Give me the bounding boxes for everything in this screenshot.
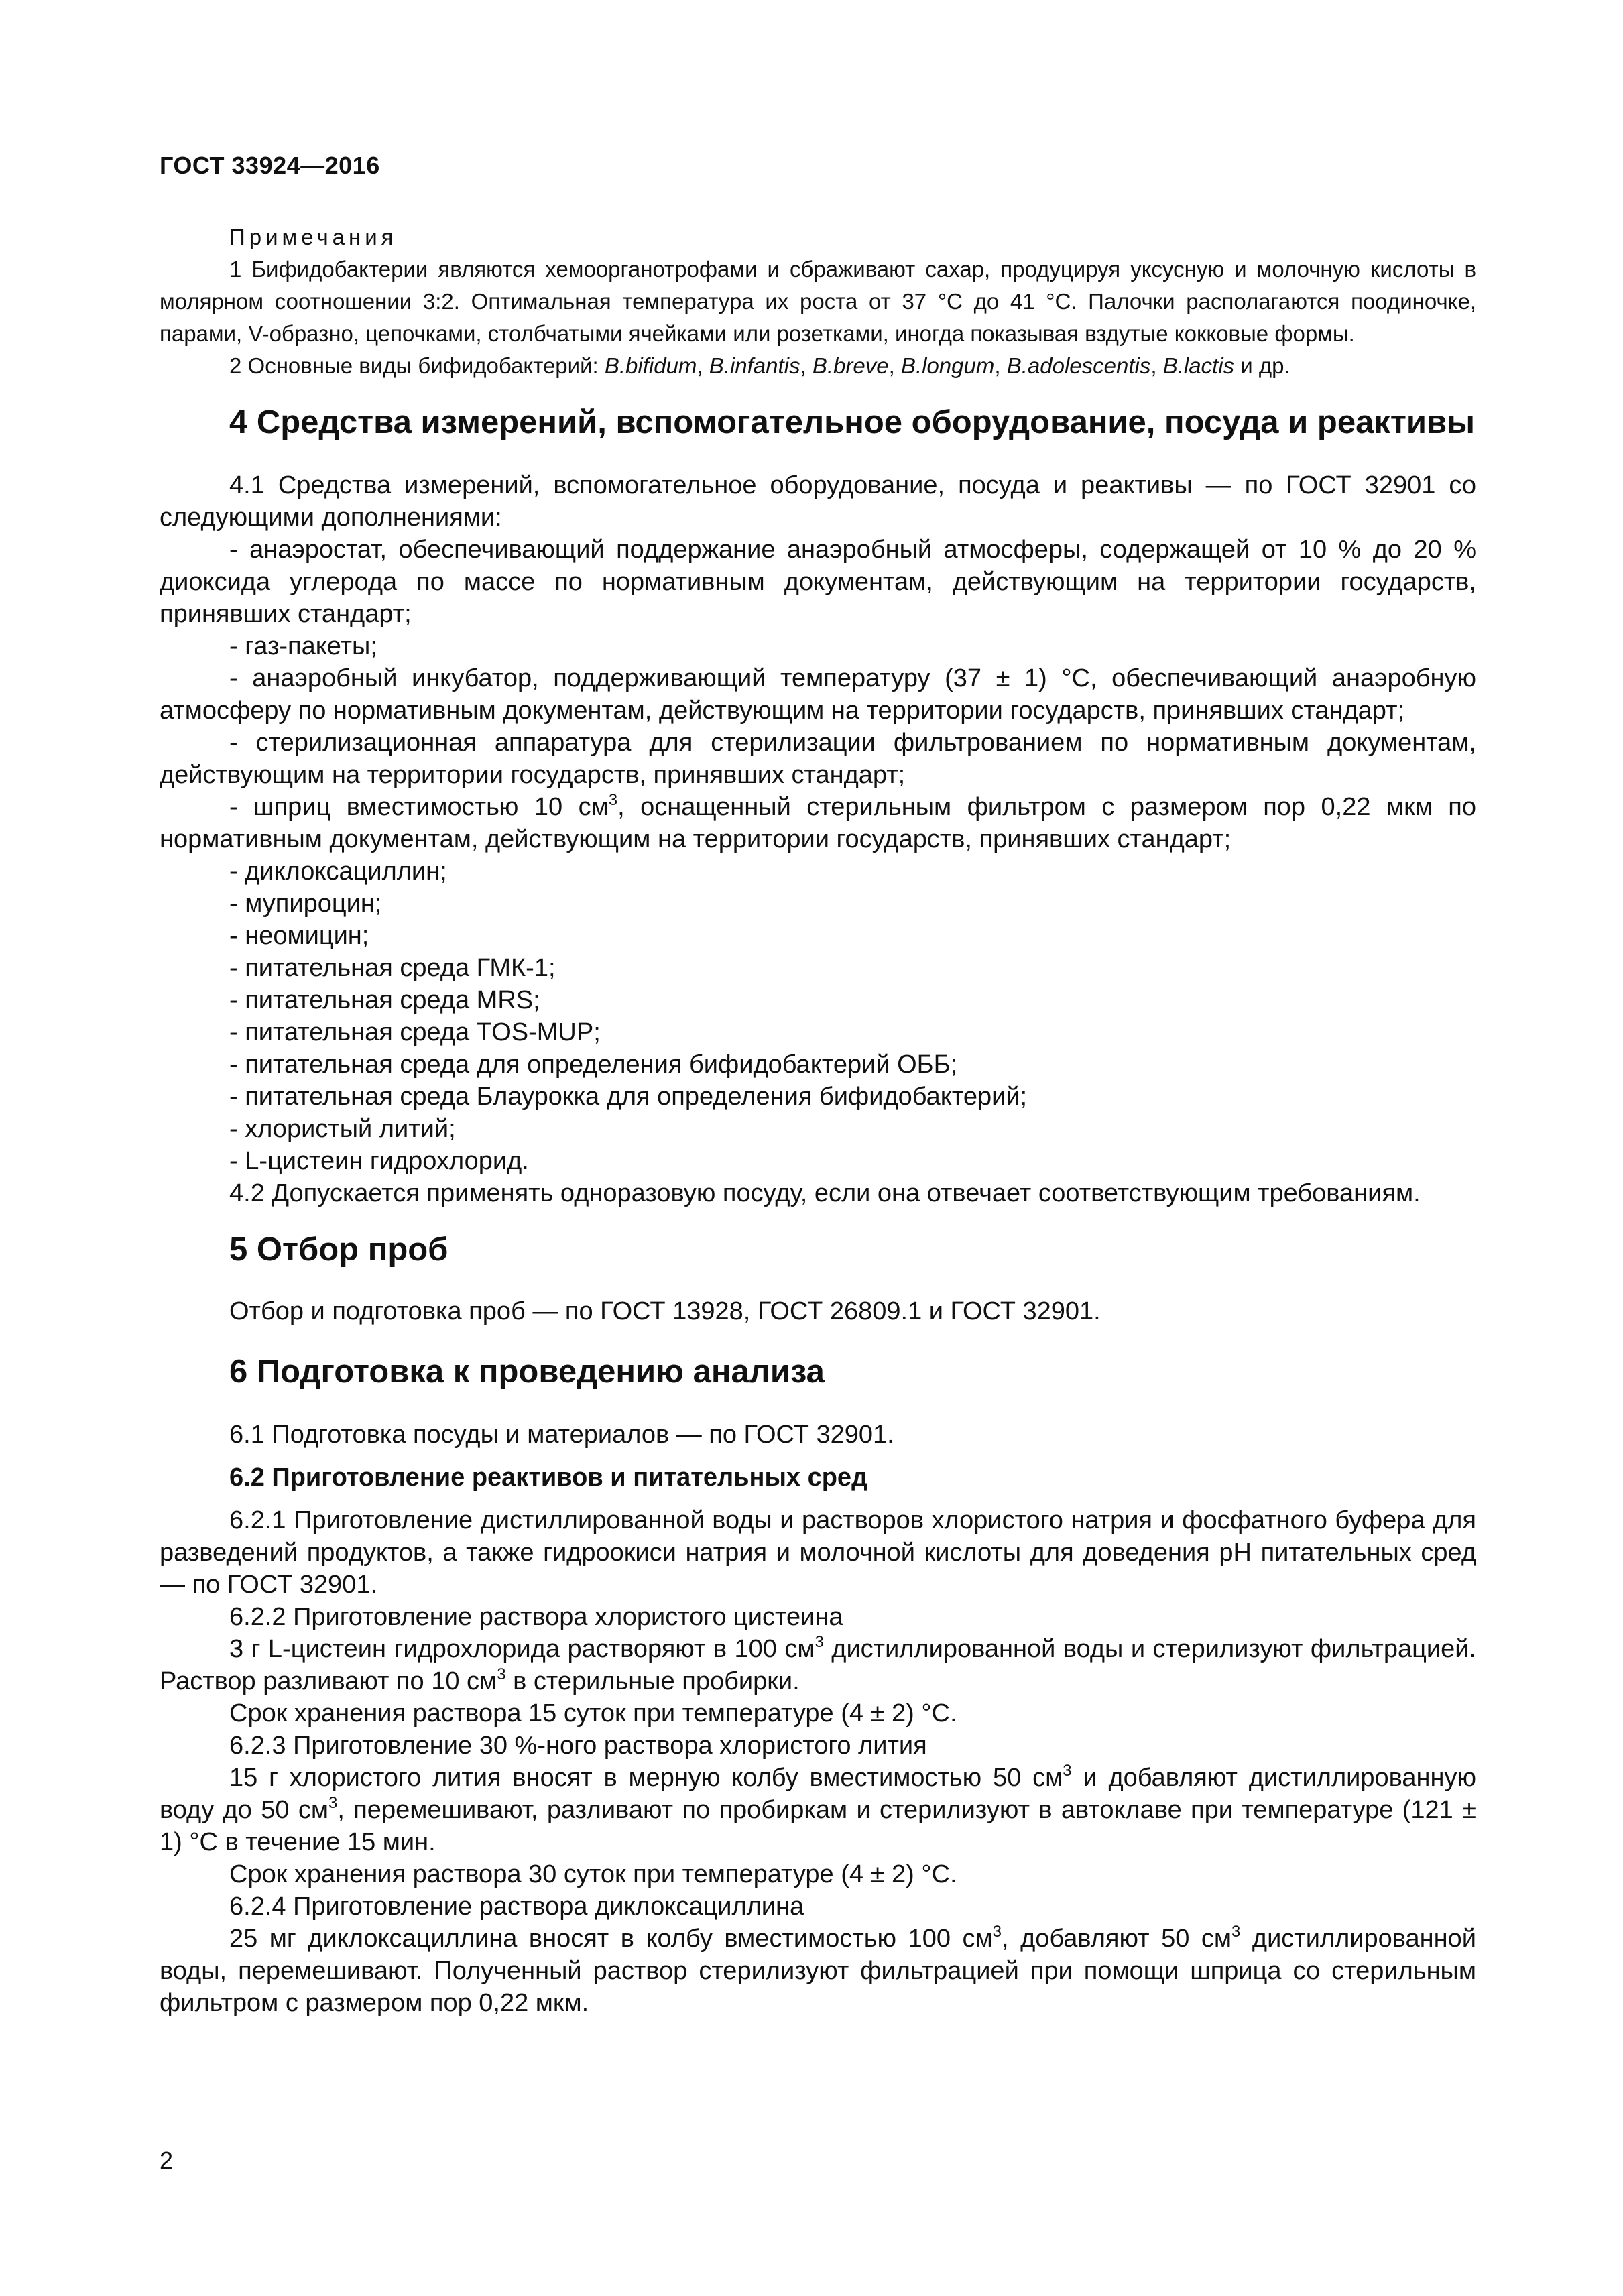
superscript: 3 bbox=[497, 1665, 506, 1683]
list-item-syringe bbox=[160, 791, 1476, 855]
species-adolescentis: B.adolescentis bbox=[1006, 353, 1151, 378]
section-6-2-body bbox=[160, 1504, 1476, 2019]
notes-block bbox=[160, 221, 1476, 382]
superscript: 3 bbox=[992, 1923, 1002, 1941]
document-header: ГОСТ 33924—2016 bbox=[160, 152, 380, 179]
species-infantis: B.infantis bbox=[709, 353, 800, 378]
list-item: - питательная среда Блаурокка для определения бифидобактерий; bbox=[229, 1083, 1028, 1111]
list-item: - стерилизационная аппаратура для стерилизации фильтрованием по нормативным документам, действующим на территории государств, принявших стандарт; bbox=[160, 729, 1476, 789]
superscript: 3 bbox=[328, 1794, 338, 1812]
list-item: - мупироцин; bbox=[229, 890, 382, 918]
paragraph-6-2-2-storage: Срок хранения раствора 15 суток при температуре (4 ± 2) °С. bbox=[229, 1699, 957, 1728]
paragraph-6-1: 6.1 Подготовка посуды и материалов — по ГОСТ 32901. bbox=[229, 1421, 894, 1449]
text-run: и добавляют дистиллированную воду до 50 см bbox=[160, 1764, 1476, 1824]
subsection-6-2-heading: 6.2 Приготовление реактивов и питательных сред bbox=[229, 1463, 868, 1492]
paragraph-6-2-2-text bbox=[160, 1633, 1476, 1697]
superscript: 3 bbox=[1063, 1762, 1072, 1780]
list-item: - газ-пакеты; bbox=[229, 632, 377, 660]
paragraph-6-2-3-storage: Срок хранения раствора 30 суток при температуре (4 ± 2) °С. bbox=[229, 1860, 957, 1888]
list-item: - питательная среда TOS-MUP; bbox=[229, 1018, 601, 1046]
section-6-body bbox=[160, 1418, 1476, 1451]
paragraph-6-2-3: 6.2.3 Приготовление 30 %-ного раствора хлористого лития bbox=[229, 1732, 927, 1760]
text-run: в стерильные пробирки. bbox=[505, 1667, 800, 1695]
list-item: - хлористый литий; bbox=[229, 1115, 456, 1143]
section-4-body bbox=[160, 469, 1476, 1209]
list-item: - неомицин; bbox=[229, 922, 369, 950]
text-run: дистиллированной воды и стерилизуют фильтрацией. Раствор разливают по 10 см bbox=[160, 1635, 1476, 1695]
text-run: 25 мг диклоксациллина вносят в колбу вместимостью 100 см bbox=[229, 1925, 993, 1953]
text-run: 15 г хлористого лития вносят в мерную колбу вместимостью 50 см bbox=[229, 1764, 1063, 1792]
syringe-text: , оснащенный стерильным фильтром с размером пор 0,22 мкм по нормативным документам, действующим на территории государств, принявших стандарт; bbox=[160, 793, 1476, 853]
species-bifidum: B.bifidum bbox=[604, 353, 697, 378]
syringe-text: - шприц вместимостью 10 см bbox=[229, 793, 609, 821]
list-item: - анаэробный инкубатор, поддерживающий температуру (37 ± 1) °С, обеспечивающий анаэробную атмосферу по нормативным документам, действующим на территории государств, принявших стандарт; bbox=[160, 664, 1476, 725]
text-run: дистиллированной воды, перемешивают. Полученный раствор стерилизуют фильтрацией при помощи шприца со стерильным фильтром с размером пор 0,22 мкм. bbox=[160, 1925, 1476, 2017]
text-run: 3 г L-цистеин гидрохлорида растворяют в 100 см bbox=[229, 1635, 815, 1663]
section-5-heading: 5 Отбор проб bbox=[229, 1231, 448, 1268]
species-lactis: B.lactis bbox=[1162, 353, 1235, 378]
separator: , bbox=[800, 353, 813, 378]
superscript: 3 bbox=[815, 1633, 824, 1651]
list-item: - анаэростат, обеспечивающий поддержание анаэробный атмосферы, содержащей от 10 % до 20 % диоксида углерода по массе по нормативным документам, действующим на территории государств, принявших стандарт; bbox=[160, 536, 1476, 628]
paragraph-5: Отбор и подготовка проб — по ГОСТ 13928, ГОСТ 26809.1 и ГОСТ 32901. bbox=[229, 1297, 1101, 1325]
note-1: 1 Бифидобактерии являются хемоорганотрофами и сбраживают сахар, продуцируя уксусную и молочную кислоты в молярном соотношении 3:2. Оптимальная температура их роста от 37 °С до 41 °С. Палочки располагаются поодиночке, парами, V-образно, цепочками, столбчатыми ячейками или розетками, иногда показывая вздутые кокковые формы. bbox=[160, 257, 1476, 346]
paragraph-4-2: 4.2 Допускается применять одноразовую посуду, если она отвечает соответствующим требованиям. bbox=[229, 1179, 1421, 1207]
separator: , bbox=[697, 353, 709, 378]
paragraph-6-2-4: 6.2.4 Приготовление раствора диклоксациллина bbox=[229, 1892, 804, 1921]
list-item: - питательная среда для определения бифидобактерий ОББ; bbox=[229, 1050, 958, 1079]
notes-title: Примечания bbox=[229, 225, 398, 249]
list-item: - питательная среда MRS; bbox=[229, 986, 540, 1014]
paragraph-6-2-2: 6.2.2 Приготовление раствора хлористого цистеина bbox=[229, 1603, 843, 1631]
superscript: 3 bbox=[608, 791, 618, 809]
species-longum: B.longum bbox=[900, 353, 995, 378]
paragraph-6-2-3-text bbox=[160, 1762, 1476, 1858]
section-6-heading: 6 Подготовка к проведению анализа bbox=[229, 1353, 825, 1390]
separator: , bbox=[888, 353, 901, 378]
section-5-body bbox=[160, 1295, 1476, 1327]
separator: , bbox=[1150, 353, 1163, 378]
page-content bbox=[160, 221, 1476, 2019]
note-2 bbox=[160, 350, 1476, 382]
superscript: 3 bbox=[1231, 1923, 1241, 1941]
list-item: - диклоксациллин; bbox=[229, 857, 447, 886]
page-number: 2 bbox=[160, 2147, 174, 2174]
separator: , bbox=[994, 353, 1007, 378]
list-item: - L-цистеин гидрохлорид. bbox=[229, 1147, 529, 1175]
species-breve: B.breve bbox=[812, 353, 889, 378]
paragraph-6-2-4-text bbox=[160, 1923, 1476, 2019]
note-2-lead: 2 Основные виды бифидобактерий: bbox=[229, 353, 605, 378]
list-item: - питательная среда ГМК-1; bbox=[229, 954, 556, 982]
paragraph-4-1: 4.1 Средства измерений, вспомогательное оборудование, посуда и реактивы — по ГОСТ 32901 со следующими дополнениями: bbox=[160, 471, 1476, 532]
section-4-heading: 4 Средства измерений, вспомогательное оборудование, посуда и реактивы bbox=[229, 404, 1475, 440]
text-run: , перемешивают, разливают по пробиркам и стерилизуют в автоклаве при температуре (121 ± 1) °С в течение 15 мин. bbox=[160, 1796, 1476, 1856]
paragraph-6-2-1: 6.2.1 Приготовление дистиллированной воды и растворов хлористого натрия и фосфатного буфера для разведений продуктов, а также гидроокиси натрия и молочной кислоты для доведения рН питательных сред — по ГОСТ 32901. bbox=[160, 1506, 1476, 1599]
text-run: , добавляют 50 см bbox=[1001, 1925, 1231, 1953]
note-2-tail: и др. bbox=[1234, 353, 1290, 378]
